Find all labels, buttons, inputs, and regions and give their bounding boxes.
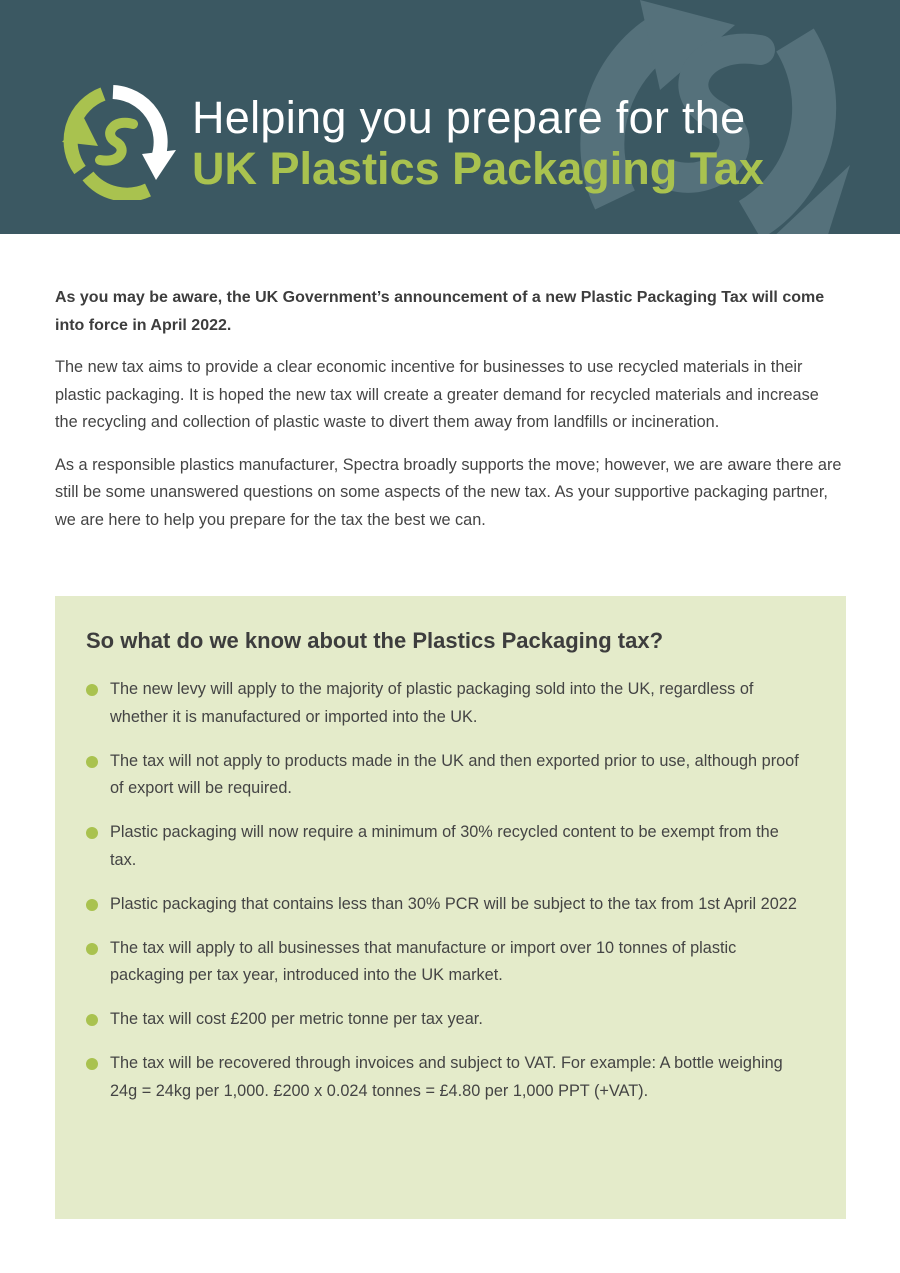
facts-list	[86, 676, 806, 1122]
list-item-text: Plastic packaging will now require a minimum of 30% recycled content to be exempt from the tax.	[110, 823, 779, 869]
recycle-arrows-icon	[58, 80, 178, 200]
list-item	[86, 1050, 806, 1105]
bullet-dot-icon	[86, 827, 98, 839]
bullet-dot-icon	[86, 899, 98, 911]
list-item	[86, 676, 806, 731]
list-item-text: Plastic packaging that contains less than 30% PCR will be subject to the tax from 1st April 2022	[110, 894, 797, 913]
page-title-line1: Helping you prepare for the	[192, 92, 746, 143]
list-item-text: The tax will apply to all businesses that manufacture or import over 10 tonnes of plastic packaging per tax year, introduced into the UK market.	[110, 938, 737, 984]
list-item-text: The tax will cost £200 per metric tonne per tax year.	[110, 1010, 483, 1028]
bullet-dot-icon	[86, 1014, 98, 1026]
bullet-dot-icon	[86, 943, 98, 955]
list-item-text: The tax will be recovered through invoices and subject to VAT. For example: A bottle weighing 24g = 24kg per 1,000. £200 x 0.024 tonnes = £4.80 per 1,000 PPT (+VAT).	[110, 1054, 783, 1100]
list-item	[86, 891, 806, 919]
list-item	[86, 819, 806, 874]
bullet-dot-icon	[86, 684, 98, 696]
header-banner	[0, 0, 900, 234]
bullet-dot-icon	[86, 756, 98, 768]
bullet-dot-icon	[86, 1058, 98, 1070]
list-item-text: The new levy will apply to the majority of plastic packaging sold into the UK, regardless of whether it is manufactured or imported into the UK.	[110, 680, 754, 726]
intro-paragraph: The new tax aims to provide a clear economic incentive for businesses to use recycled materials in their plastic packaging. It is hoped the new tax will create a greater demand for recycled materials and increase the recycling and collection of plastic waste to divert them away from landfills or incineration.	[55, 358, 819, 431]
facts-panel	[55, 596, 846, 1219]
list-item	[86, 1006, 806, 1034]
page-title-line2: UK Plastics Packaging Tax	[192, 143, 764, 194]
facts-heading: So what do we know about the Plastics Packaging tax?	[86, 628, 664, 653]
list-item	[86, 935, 806, 990]
intro-section	[55, 284, 845, 549]
intro-lead: As you may be aware, the UK Government’s announcement of a new Plastic Packaging Tax will come into force in April 2022.	[55, 289, 825, 334]
list-item	[86, 748, 806, 803]
intro-paragraph: As a responsible plastics manufacturer, Spectra broadly supports the move; however, we are aware there are still be some unanswered questions on some aspects of the new tax. As your supportive packaging partner, we are here to help you prepare for the tax the best we can.	[55, 455, 842, 529]
list-item-text: The tax will not apply to products made in the UK and then exported prior to use, although proof of export will be required.	[110, 751, 799, 797]
